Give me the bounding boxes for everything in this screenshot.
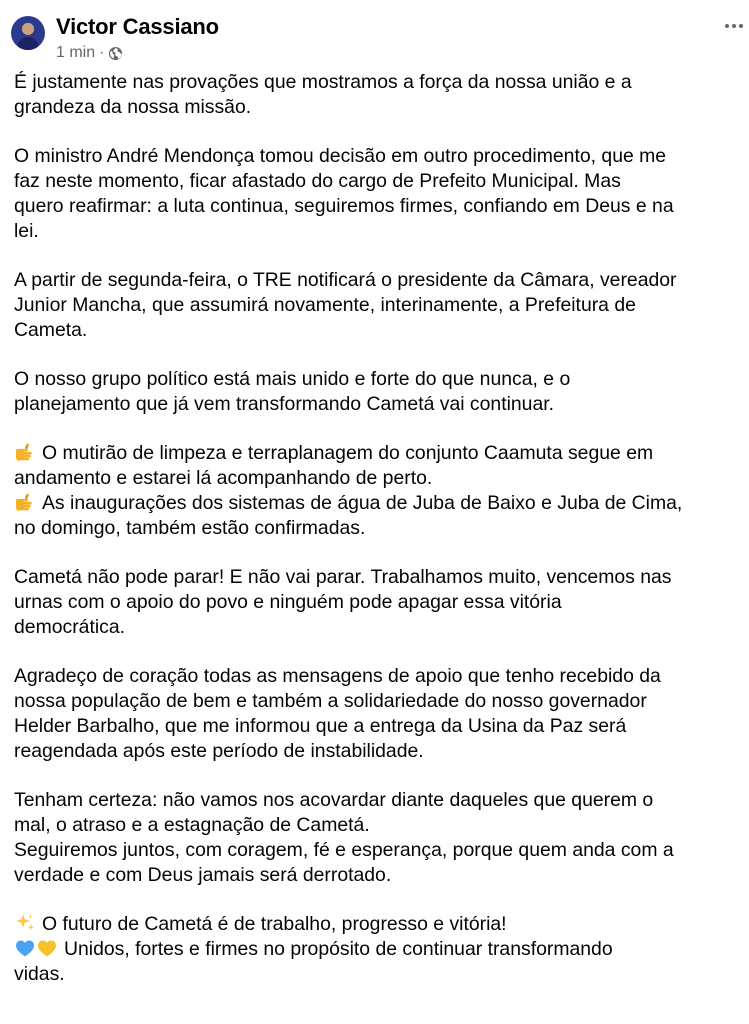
paragraph-4 (14, 367, 749, 417)
text-line: A partir de segunda-feira, o TRE notificará o presidente da Câmara, vereador (14, 269, 677, 291)
post-header (0, 0, 749, 70)
text-line: reagendada após este período de instabilidade. (14, 740, 424, 762)
post-time[interactable]: 1 min (56, 44, 96, 61)
text-line (14, 937, 749, 962)
globe-icon[interactable] (108, 46, 123, 61)
paragraph-1 (14, 70, 749, 120)
text-line: democrática. (14, 616, 126, 638)
paragraph-6 (14, 565, 749, 640)
text-line: verdade e com Deus jamais será derrotado. (14, 864, 392, 886)
yellow-heart-icon (36, 937, 58, 959)
text-segment: O mutirão de limpeza e terraplanagem do conjunto Caamuta segue em (42, 442, 654, 464)
author-name[interactable]: Victor Cassiano (56, 14, 219, 39)
paragraph-2 (14, 144, 749, 244)
text-line: grandeza da nossa missão. (14, 96, 252, 118)
text-segment: O futuro de Cametá é de trabalho, progresso e vitória! (42, 913, 507, 935)
text-line: quero reafirmar: a luta continua, seguiremos firmes, confiando em Deus e na (14, 195, 674, 217)
paragraph-3 (14, 268, 749, 343)
meta-separator: · (99, 44, 105, 61)
more-options-button[interactable] (721, 16, 747, 36)
more-dot (739, 24, 743, 28)
text-line: urnas com o apoio do povo e ninguém pode apagar essa vitória (14, 591, 562, 613)
text-line: vidas. (14, 963, 65, 985)
text-line: Seguiremos juntos, com coragem, fé e esperança, porque quem anda com a (14, 839, 674, 861)
paragraph-5 (14, 441, 749, 541)
sparkles-icon (14, 912, 36, 934)
text-line (14, 491, 749, 516)
text-line: no domingo, também estão confirmadas. (14, 517, 366, 539)
pointing-hand-icon (14, 491, 36, 513)
text-line: É justamente nas provações que mostramos a força da nossa união e a (14, 71, 632, 93)
text-line: faz neste momento, ficar afastado do cargo de Prefeito Municipal. Mas (14, 170, 621, 192)
text-segment: Unidos, fortes e firmes no propósito de continuar transformando (64, 938, 613, 960)
author-avatar[interactable] (11, 16, 45, 50)
text-line: Helder Barbalho, que me informou que a entrega da Usina da Paz será (14, 715, 627, 737)
more-dot (732, 24, 736, 28)
post-meta (56, 44, 123, 62)
text-line: Junior Mancha, que assumirá novamente, interinamente, a Prefeitura de (14, 294, 636, 316)
pointing-hand-icon (14, 441, 36, 463)
text-line: O nosso grupo político está mais unido e forte do que nunca, e o (14, 368, 571, 390)
text-line (14, 441, 749, 466)
text-line: O ministro André Mendonça tomou decisão em outro procedimento, que me (14, 145, 667, 167)
paragraph-9 (14, 912, 749, 987)
post-text (14, 70, 749, 987)
text-line: Cameta. (14, 319, 88, 341)
paragraph-8 (14, 788, 749, 888)
text-line: Agradeço de coração todas as mensagens de apoio que tenho recebido da (14, 665, 661, 687)
blue-heart-icon (14, 937, 36, 959)
text-line: mal, o atraso e a estagnação de Cametá. (14, 814, 370, 836)
text-line (14, 912, 749, 937)
text-line: Tenham certeza: não vamos nos acovardar diante daqueles que querem o (14, 789, 654, 811)
paragraph-7 (14, 664, 749, 764)
text-line: andamento e estarei lá acompanhando de perto. (14, 467, 433, 489)
text-segment: As inaugurações dos sistemas de água de Juba de Baixo e Juba de Cima, (42, 492, 683, 514)
more-dot (725, 24, 729, 28)
text-line: planejamento que já vem transformando Cametá vai continuar. (14, 393, 555, 415)
text-line: lei. (14, 220, 39, 242)
text-line: nossa população de bem e também a solidariedade do nosso governador (14, 690, 647, 712)
text-line: Cametá não pode parar! E não vai parar. Trabalhamos muito, vencemos nas (14, 566, 672, 588)
